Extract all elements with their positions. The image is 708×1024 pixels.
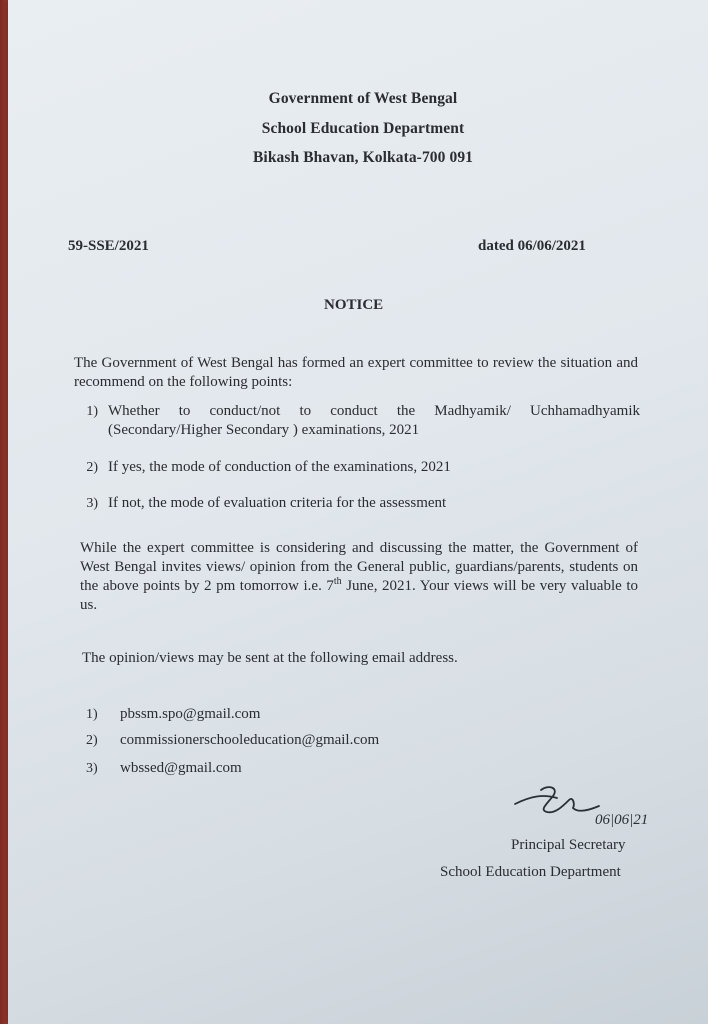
point-text: If yes, the mode of conduction of the examinations, 2021 [108, 459, 451, 475]
list-item [86, 759, 242, 778]
signatory-department: School Education Department [440, 864, 621, 880]
signatory-designation: Principal Secretary [511, 837, 626, 853]
letterhead-line-1: Government of West Bengal [268, 90, 458, 107]
email-intro: The opinion/views may be sent at the following email address. [82, 650, 458, 666]
list-item [68, 458, 640, 477]
point-text: Whether to conduct/not to conduct the Madhyamik/ Uchhamadhyamik (Secondary/Higher Secondary ) examinations, 2021 [108, 403, 640, 438]
point-number: 1) [86, 404, 98, 419]
point-text: If not, the mode of evaluation criteria for the assessment [108, 495, 447, 511]
signature-date: 06|06|21 [595, 812, 649, 828]
ordinal-suffix: th [333, 576, 342, 587]
list-item [68, 494, 640, 513]
email-address: wbssed@gmail.com [120, 760, 242, 776]
email-number: 3) [86, 761, 98, 776]
email-address: pbssm.spo@gmail.com [120, 706, 261, 722]
reference-number: 59-SSE/2021 [68, 238, 149, 254]
document-page [8, 0, 708, 1024]
email-number: 1) [86, 707, 98, 722]
point-number: 2) [86, 460, 98, 475]
views-paragraph-text: While the expert committee is considering and discussing the matter, the Government of West Bengal invites views/ opinion from the General public, guardians/parents, students on the above points by 2 pm tomorrow i.e. 7 [80, 540, 638, 594]
views-paragraph-text-end: June, 2021. Your views will be very valuable to us. [80, 578, 638, 613]
letterhead-line-3: Bikash Bhavan, Kolkata-700 091 [252, 149, 474, 166]
memo-date: dated 06/06/2021 [478, 238, 586, 254]
letterhead-line-2: School Education Department [261, 120, 465, 137]
list-item [86, 731, 379, 750]
email-number: 2) [86, 733, 98, 748]
intro-paragraph: The Government of West Bengal has formed an expert committee to review the situation and recommend on the following points: [74, 355, 638, 390]
email-address: commissionerschooleducation@gmail.com [120, 732, 380, 748]
notice-title: NOTICE [324, 297, 384, 313]
point-number: 3) [86, 496, 98, 511]
list-item [86, 705, 260, 724]
signature-image [513, 782, 683, 832]
views-paragraph [80, 539, 638, 615]
list-item [68, 402, 640, 440]
